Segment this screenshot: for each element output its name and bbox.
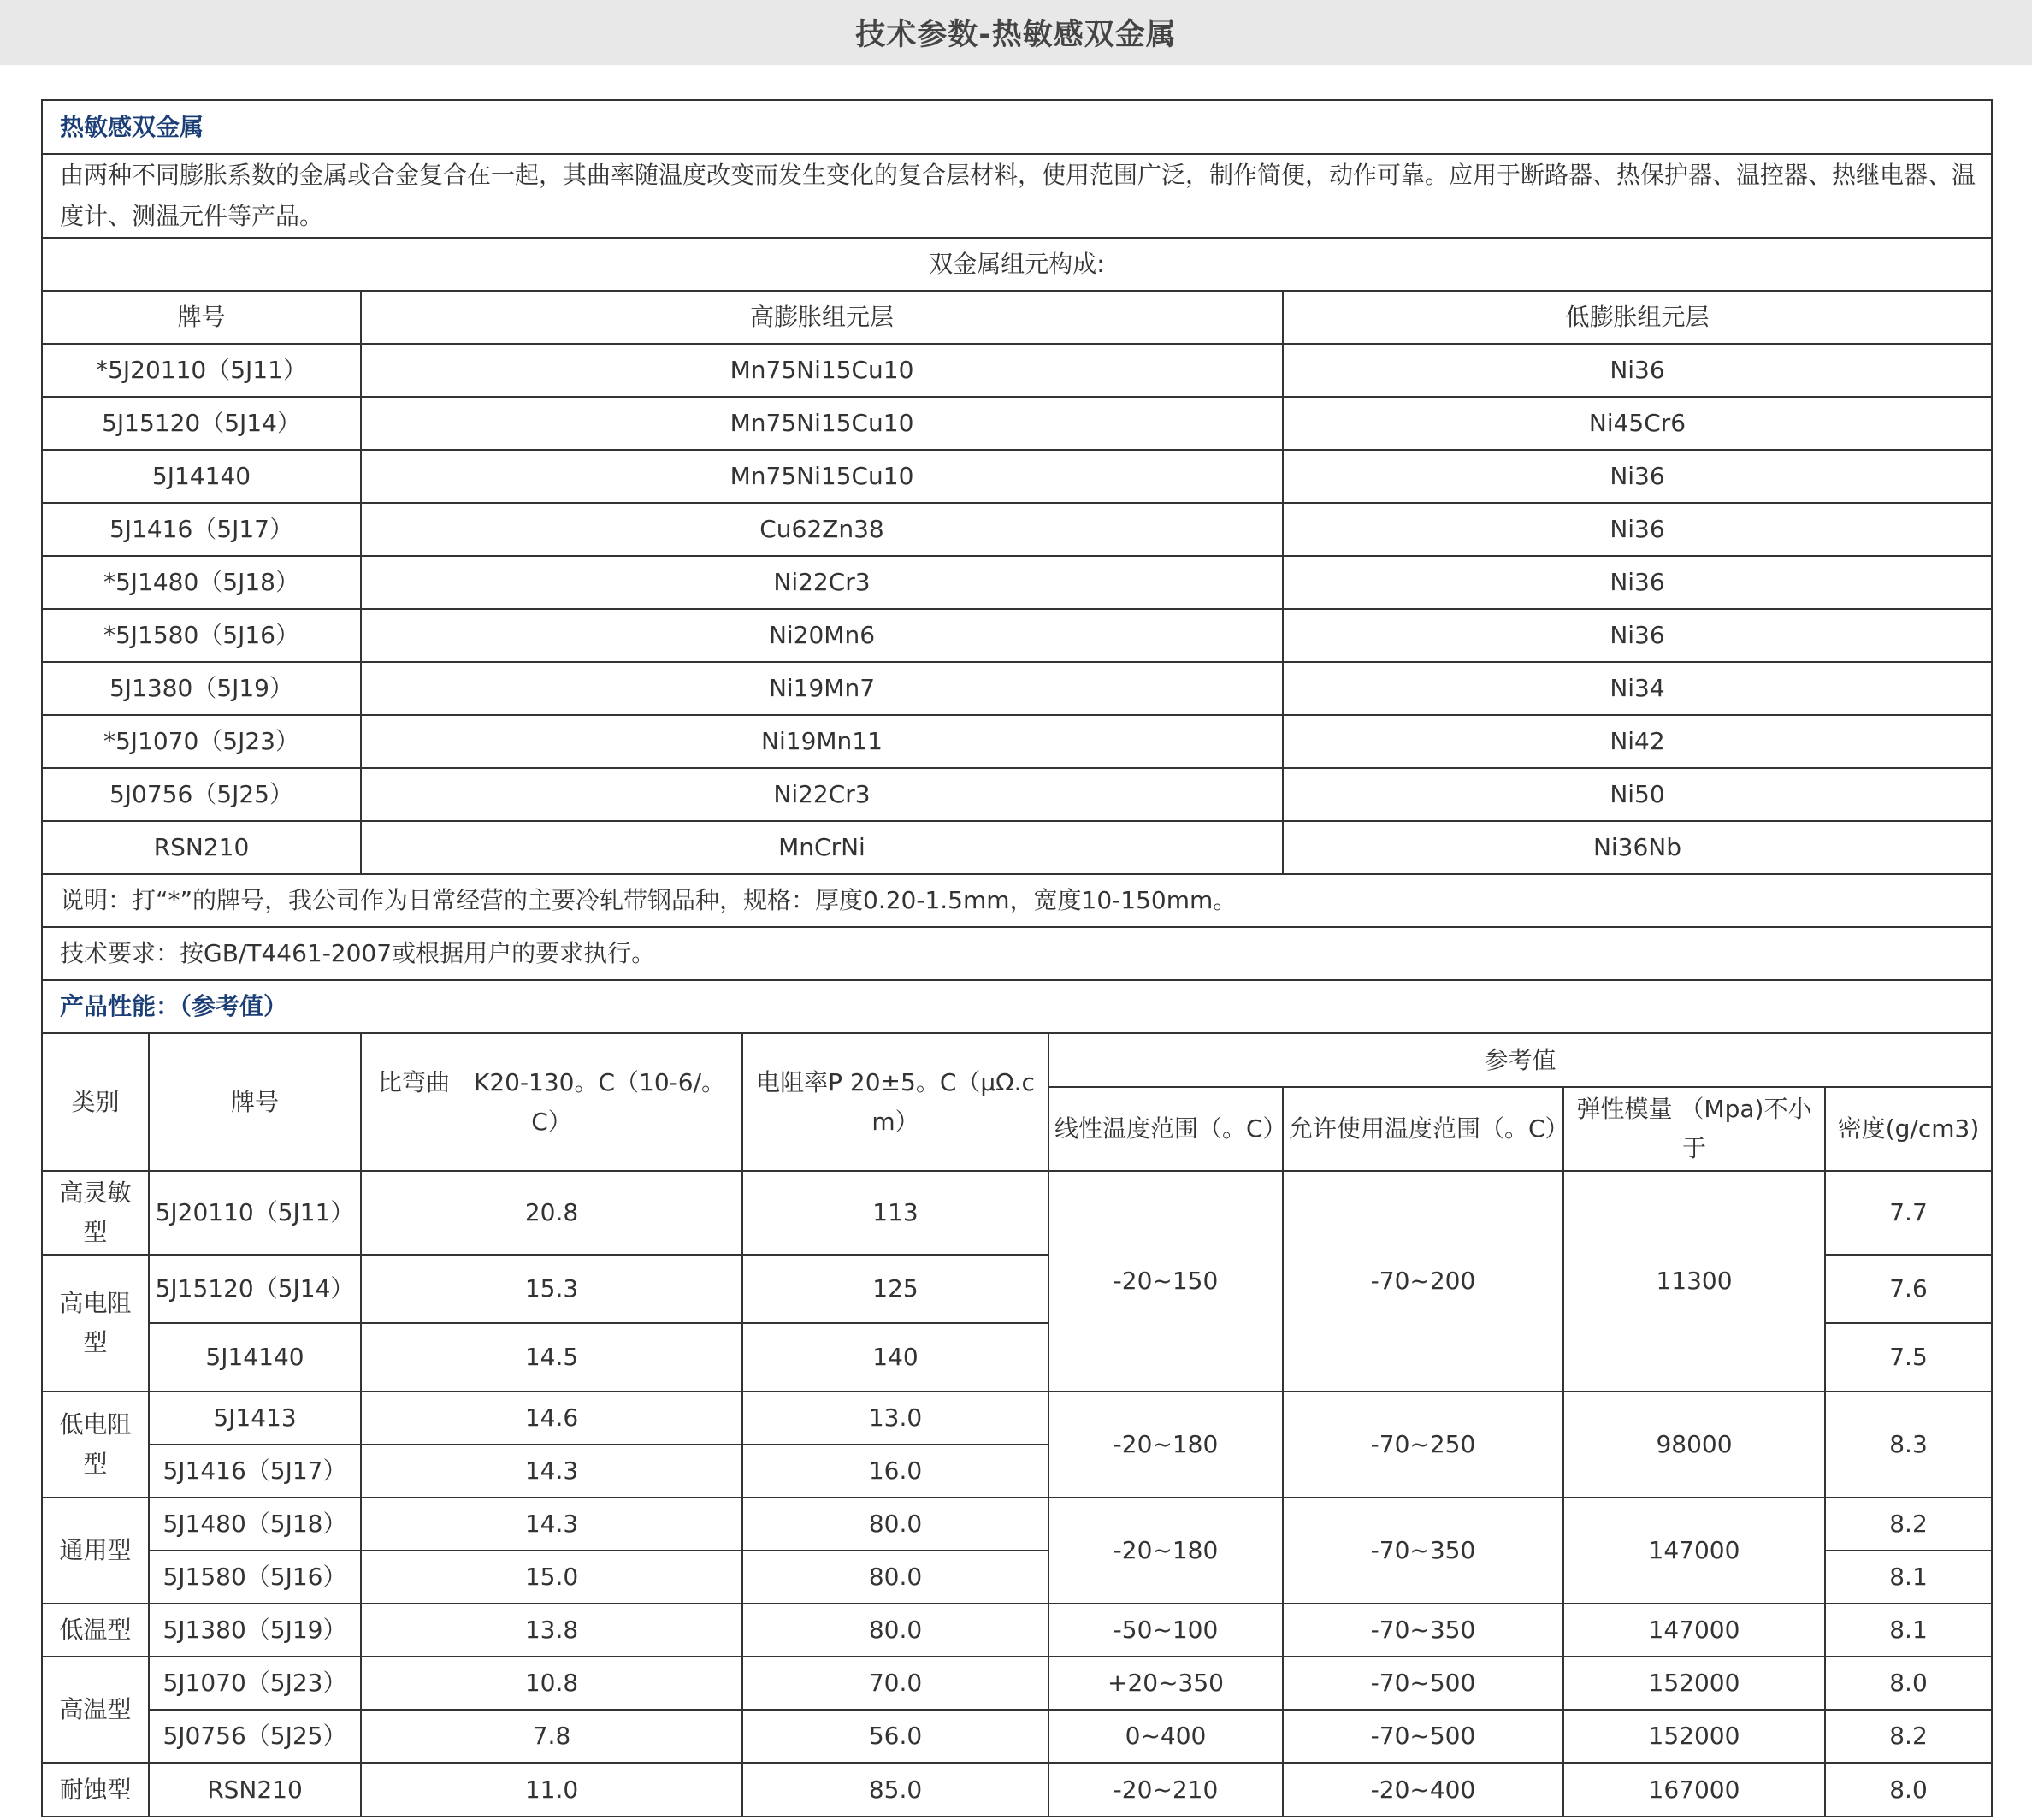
linear-range-cell: -50~100: [1048, 1604, 1283, 1657]
technical-requirement: 技术要求：按GB/T4461-2007或根据用户的要求执行。: [43, 927, 1991, 980]
grade-cell: 5J1413: [149, 1392, 361, 1445]
grade-cell: 5J1416（5J17）: [149, 1445, 361, 1498]
grade-cell: 5J0756（5J25）: [149, 1710, 361, 1763]
modulus-cell: 167000: [1563, 1763, 1825, 1816]
bend-cell: 14.3: [361, 1445, 742, 1498]
allowed-range-cell: -70~250: [1283, 1392, 1563, 1498]
grade-cell: 5J20110（5J11）: [149, 1171, 361, 1255]
grade-cell: 5J14140: [149, 1323, 361, 1392]
density-header: 密度(g/cm3): [1825, 1087, 1991, 1171]
density-cell: 8.2: [1825, 1710, 1991, 1763]
resistivity-cell: 13.0: [742, 1392, 1048, 1445]
modulus-cell: 147000: [1563, 1498, 1825, 1604]
table-row: [43, 556, 1991, 609]
column-header: 牌号: [43, 291, 361, 344]
table-row: [43, 1763, 1991, 1816]
intro-description: 由两种不同膨胀系数的金属或合金复合在一起，其曲率随温度改变而发生变化的复合层材料，使用范围广泛，制作简便，动作可靠。应用于断路器、热保护器、温控器、热继电器、温度计、测温元件等产品。: [43, 154, 1991, 238]
performance-header-row: [43, 1034, 1991, 1087]
density-cell: 8.0: [1825, 1657, 1991, 1710]
allowed-range-cell: -70~350: [1283, 1604, 1563, 1657]
bend-cell: 20.8: [361, 1171, 742, 1255]
low-expansion-cell: Ni45Cr6: [1283, 397, 1991, 450]
bend-cell: 11.0: [361, 1763, 742, 1816]
allowed-range-cell: -70~500: [1283, 1710, 1563, 1763]
modulus-cell: 98000: [1563, 1392, 1825, 1498]
low-expansion-cell: Ni42: [1283, 715, 1991, 768]
high-expansion-cell: MnCrNi: [361, 821, 1283, 874]
modulus-cell: 11300: [1563, 1171, 1825, 1392]
high-expansion-cell: Mn75Ni15Cu10: [361, 397, 1283, 450]
high-expansion-cell: Ni19Mn11: [361, 715, 1283, 768]
page-title: 技术参数-热敏感双金属: [855, 18, 1177, 52]
table-row: [43, 662, 1991, 715]
grade-header: 牌号: [149, 1034, 361, 1171]
reference-header: 参考值: [1048, 1034, 1991, 1087]
low-expansion-cell: Ni36: [1283, 344, 1991, 397]
high-expansion-cell: Ni19Mn7: [361, 662, 1283, 715]
resistivity-header: 电阻率P 20±5。C（μΩ.cm）: [742, 1034, 1048, 1171]
grade-cell: 5J1416（5J17）: [43, 503, 361, 556]
category-cell: 高温型: [43, 1657, 149, 1763]
grade-cell: 5J1480（5J18）: [149, 1498, 361, 1551]
grade-cell: *5J1580（5J16）: [43, 609, 361, 662]
linear-range-cell: -20~150: [1048, 1171, 1283, 1392]
grade-cell: 5J15120（5J14）: [149, 1255, 361, 1323]
density-cell: 8.1: [1825, 1604, 1991, 1657]
grade-cell: RSN210: [43, 821, 361, 874]
table-row: [43, 503, 1991, 556]
column-header: 低膨胀组元层: [1283, 291, 1991, 344]
grade-cell: *5J1480（5J18）: [43, 556, 361, 609]
grade-cell: 5J1380（5J19）: [43, 662, 361, 715]
performance-heading: 产品性能：（参考值）: [43, 980, 1991, 1033]
category-header: 类别: [43, 1034, 149, 1171]
allowed-range-cell: -70~200: [1283, 1171, 1563, 1392]
density-cell: 8.1: [1825, 1551, 1991, 1604]
page-header: [0, 0, 2032, 65]
high-expansion-cell: Cu62Zn38: [361, 503, 1283, 556]
column-header: 高膨胀组元层: [361, 291, 1283, 344]
grade-cell: 5J15120（5J14）: [43, 397, 361, 450]
low-expansion-cell: Ni36: [1283, 503, 1991, 556]
modulus-header: 弹性模量 （Mpa)不小于: [1563, 1087, 1825, 1171]
table-row: [43, 344, 1991, 397]
resistivity-cell: 56.0: [742, 1710, 1048, 1763]
linear-range-cell: 0~400: [1048, 1710, 1283, 1763]
table-row: [43, 1657, 1991, 1710]
bend-cell: 13.8: [361, 1604, 742, 1657]
linear-range-cell: -20~210: [1048, 1763, 1283, 1816]
high-expansion-cell: Ni22Cr3: [361, 768, 1283, 821]
table-row: [43, 450, 1991, 503]
high-expansion-cell: Mn75Ni15Cu10: [361, 344, 1283, 397]
linear-range-header: 线性温度范围（。C）: [1048, 1087, 1283, 1171]
density-cell: 8.2: [1825, 1498, 1991, 1551]
modulus-cell: 152000: [1563, 1657, 1825, 1710]
table-row: [43, 1710, 1991, 1763]
linear-range-cell: -20~180: [1048, 1498, 1283, 1604]
category-cell: 高灵敏型: [43, 1171, 149, 1255]
linear-range-cell: -20~180: [1048, 1392, 1283, 1498]
grade-cell: *5J1070（5J23）: [43, 715, 361, 768]
resistivity-cell: 85.0: [742, 1763, 1048, 1816]
category-cell: 通用型: [43, 1498, 149, 1604]
spec-sheet: [41, 99, 1993, 1817]
high-expansion-cell: Mn75Ni15Cu10: [361, 450, 1283, 503]
resistivity-cell: 16.0: [742, 1445, 1048, 1498]
table-row: [43, 1498, 1991, 1551]
table-row: [43, 715, 1991, 768]
density-cell: 8.0: [1825, 1763, 1991, 1816]
low-expansion-cell: Ni36Nb: [1283, 821, 1991, 874]
low-expansion-cell: Ni34: [1283, 662, 1991, 715]
density-cell: 8.3: [1825, 1392, 1991, 1498]
table-row: [43, 821, 1991, 874]
bend-cell: 7.8: [361, 1710, 742, 1763]
table-row: [43, 768, 1991, 821]
grade-cell: 5J1070（5J23）: [149, 1657, 361, 1710]
category-cell: 低电阻型: [43, 1392, 149, 1498]
resistivity-cell: 70.0: [742, 1657, 1048, 1710]
bend-cell: 14.5: [361, 1323, 742, 1392]
low-expansion-cell: Ni50: [1283, 768, 1991, 821]
composition-header-row: [43, 291, 1991, 344]
allowed-range-cell: -70~350: [1283, 1498, 1563, 1604]
modulus-cell: 147000: [1563, 1604, 1825, 1657]
composition-note: 说明：打“*”的牌号，我公司作为日常经营的主要冷轧带钢品种，规格：厚度0.20-1.5mm，宽度10-150mm。: [43, 874, 1991, 927]
grade-cell: *5J20110（5J11）: [43, 344, 361, 397]
allowed-range-cell: -20~400: [1283, 1763, 1563, 1816]
category-cell: 耐蚀型: [43, 1763, 149, 1816]
allowed-range-cell: -70~500: [1283, 1657, 1563, 1710]
table-row: [43, 397, 1991, 450]
resistivity-cell: 113: [742, 1171, 1048, 1255]
bend-cell: 14.6: [361, 1392, 742, 1445]
bend-cell: 10.8: [361, 1657, 742, 1710]
resistivity-cell: 125: [742, 1255, 1048, 1323]
composition-table: [43, 101, 1991, 1034]
resistivity-cell: 80.0: [742, 1498, 1048, 1551]
bend-cell: 14.3: [361, 1498, 742, 1551]
table-row: [43, 1171, 1991, 1255]
low-expansion-cell: Ni36: [1283, 609, 1991, 662]
bend-cell: 15.0: [361, 1551, 742, 1604]
resistivity-cell: 140: [742, 1323, 1048, 1392]
category-cell: 高电阻型: [43, 1255, 149, 1392]
allowed-range-header: 允许使用温度范围（。C）: [1283, 1087, 1563, 1171]
bend-cell: 15.3: [361, 1255, 742, 1323]
density-cell: 7.6: [1825, 1255, 1991, 1323]
low-expansion-cell: Ni36: [1283, 450, 1991, 503]
intro-heading: 热敏感双金属: [43, 101, 1991, 154]
bend-header: 比弯曲 K20-130。C（10-6/。C）: [361, 1034, 742, 1171]
performance-table: [43, 1034, 1991, 1816]
grade-cell: 5J1380（5J19）: [149, 1604, 361, 1657]
modulus-cell: 152000: [1563, 1710, 1825, 1763]
grade-cell: 5J1580（5J16）: [149, 1551, 361, 1604]
resistivity-cell: 80.0: [742, 1604, 1048, 1657]
category-cell: 低温型: [43, 1604, 149, 1657]
low-expansion-cell: Ni36: [1283, 556, 1991, 609]
content-area: [0, 65, 2032, 1820]
grade-cell: RSN210: [149, 1763, 361, 1816]
grade-cell: 5J0756（5J25）: [43, 768, 361, 821]
density-cell: 7.7: [1825, 1171, 1991, 1255]
composition-caption: 双金属组元构成:: [43, 238, 1991, 291]
table-row: [43, 1604, 1991, 1657]
high-expansion-cell: Ni20Mn6: [361, 609, 1283, 662]
high-expansion-cell: Ni22Cr3: [361, 556, 1283, 609]
density-cell: 7.5: [1825, 1323, 1991, 1392]
table-row: [43, 1392, 1991, 1445]
linear-range-cell: +20~350: [1048, 1657, 1283, 1710]
table-row: [43, 609, 1991, 662]
grade-cell: 5J14140: [43, 450, 361, 503]
resistivity-cell: 80.0: [742, 1551, 1048, 1604]
